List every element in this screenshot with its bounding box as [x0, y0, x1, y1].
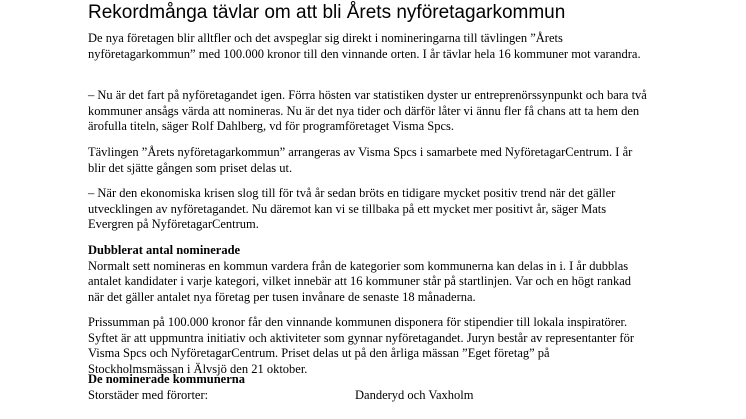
section-heading-nominated: De nominerade kommunerna [88, 372, 245, 386]
nominee-row [88, 387, 474, 404]
paragraph-arrangement: Tävlingen ”Årets nyföretagarkommun” arrangeras av Visma Spcs i samarbete med NyföretagarCentrum. I år blir det sjätte gången som priset delas ut. [88, 145, 633, 175]
nominee-category: Storstäder med förorter: [88, 387, 209, 402]
nominee-municipalities: Danderyd och Vaxholm [355, 387, 474, 402]
section-heading-doubled: Dubblerat antal nominerade [88, 243, 241, 257]
article-title: Rekordmånga tävlar om att bli Årets nyföretagarkommun [88, 2, 566, 23]
paragraph-quote-rolf: – Nu är det fart på nyföretagandet igen. Förra hösten var statistiken dyster ur entreprenörssynpunkt och bara två kommuner ansågs värda att nomineras. Nu är det nya tider och därför låter vi ännu fler få chans att ta hem den ärofulla titeln, säger Rolf Dahlberg, vd för programföretaget Visma Spcs. [88, 88, 647, 133]
paragraph-prize: Prissumman på 100.000 kronor får den vinnande kommunen disponera för stipendier till lokala inspiratörer. Syftet är att uppmuntra initiativ och aktiviteter som gynnar nyföretagandet. Juryn består av representanter för Visma Spcs och NyföretagarCentrum. Priset delas ut på den årliga mässan ”Eget företag” på Stockholmsmässan i Älvsjö den 21 oktober. [88, 315, 634, 376]
paragraph-intro: De nya företagen blir alltfler och det avspeglar sig direkt i nomineringarna till tävlingen ”Årets nyföretagarkommun” med 100.000 kronor till den vinnande orten. I år tävlar hela 16 kommuner mot varandra. [88, 31, 641, 61]
paragraph-doubled: Normalt sett nomineras en kommun vardera från de kategorier som kommunerna kan delas in i. I år dubblas antalet kandidater i varje kategori, vilket innebär att 16 kommuner står på startlinjen. Var och en högt rankad när det gäller antalet nya företag per tusen invånare de senaste 18 månaderna. [88, 258, 631, 304]
paragraph-quote-mats: – När den ekonomiska krisen slog till för två år sedan bröts en tidigare mycket positiv trend när det gäller utvecklingen av nyföretagandet. Nu däremot kan vi se tillbaka på ett mycket mer positivt år, säger Mats Evergren på NyföretagarCentrum. [88, 186, 616, 231]
